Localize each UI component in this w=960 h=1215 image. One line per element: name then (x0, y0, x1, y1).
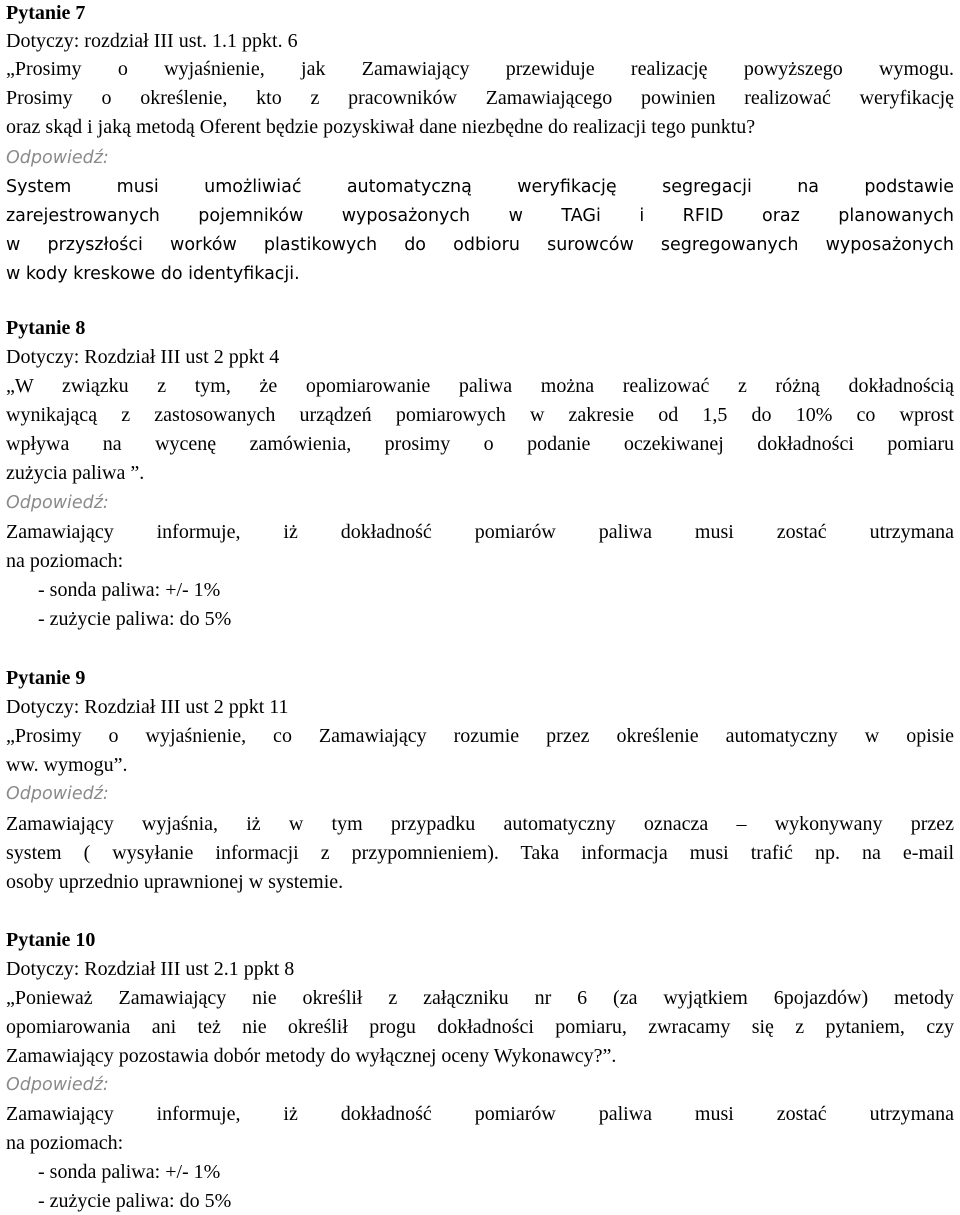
q7-question-line: „Prosimy o wyjaśnienie, jak Zamawiający przewiduje realizację powyższego wymogu. (6, 58, 954, 80)
q7-answer-line: w kody kreskowe do identyfikacji. (6, 264, 300, 284)
q9-title: Pytanie 9 (6, 667, 86, 689)
q9-answer-line: osoby uprzednio uprawnionej w systemie. (6, 871, 344, 893)
q7-answer-line: zarejestrowanych pojemników wyposażonych w TAGi i RFID oraz planowanych (6, 206, 954, 226)
q7-reference: Dotyczy: rozdział III ust. 1.1 ppkt. 6 (6, 30, 298, 52)
q8-question-line: wpływa na wycenę zamówienia, prosimy o podanie oczekiwanej dokładności pomiaru (6, 433, 954, 455)
q7-question-line: oraz skąd i jaką metodą Oferent będzie pozyskiwał dane niezbędne do realizacji tego punktu? (6, 116, 756, 138)
q9-question-line: „Prosimy o wyjaśnienie, co Zamawiający rozumie przez określenie automatyczny w opisie (6, 725, 954, 747)
q10-question-line: „Ponieważ Zamawiający nie określił z załączniku nr 6 (za wyjątkiem 6pojazdów) metody (6, 987, 954, 1009)
q9-reference: Dotyczy: Rozdział III ust 2 ppkt 11 (6, 696, 289, 718)
q10-title: Pytanie 10 (6, 929, 96, 951)
q8-title: Pytanie 8 (6, 317, 86, 339)
q8-question-line: wynikającą z zastosowanych urządzeń pomiarowych w zakresie od 1,5 do 10% co wprost (6, 404, 954, 426)
q7-answer-label: Odpowiedź: (6, 148, 109, 168)
q9-answer-label: Odpowiedź: (6, 784, 109, 804)
q7-question-line: Prosimy o określenie, kto z pracowników Zamawiającego powinien realizować weryfikację (6, 87, 954, 109)
q10-question-line: Zamawiający pozostawia dobór metody do wyłącznej oceny Wykonawcy?”. (6, 1045, 617, 1067)
q10-reference: Dotyczy: Rozdział III ust 2.1 ppkt 8 (6, 958, 295, 980)
q8-answer-line: na poziomach: (6, 550, 124, 572)
q9-question-line: ww. wymogu”. (6, 754, 128, 776)
q10-bullet-item: - zużycie paliwa: do 5% (38, 1190, 232, 1212)
q8-bullet-item: - sonda paliwa: +/- 1% (38, 579, 221, 601)
q7-title: Pytanie 7 (6, 2, 86, 24)
q8-question-line: zużycia paliwa ”. (6, 462, 145, 484)
q9-answer-line: Zamawiający wyjaśnia, iż w tym przypadku automatyczny oznacza – wykonywany przez (6, 813, 954, 835)
q10-question-line: opomiarowania ani też nie określił progu dokładności pomiaru, zwracamy się z pytaniem, czy (6, 1016, 954, 1038)
q8-answer-line: Zamawiający informuje, iż dokładność pomiarów paliwa musi zostać utrzymana (6, 521, 954, 543)
q8-reference: Dotyczy: Rozdział III ust 2 ppkt 4 (6, 346, 280, 368)
q10-bullet-item: - sonda paliwa: +/- 1% (38, 1161, 221, 1183)
q7-answer-line: w przyszłości worków plastikowych do odbioru surowców segregowanych wyposażonych (6, 235, 954, 255)
q7-answer-line: System musi umożliwiać automatyczną weryfikację segregacji na podstawie (6, 177, 954, 197)
q8-question-line: „W związku z tym, że opomiarowanie paliwa można realizować z różną dokładnością (6, 375, 954, 397)
q8-bullet-item: - zużycie paliwa: do 5% (38, 608, 232, 630)
q10-answer-label: Odpowiedź: (6, 1075, 109, 1095)
q10-answer-line: Zamawiający informuje, iż dokładność pomiarów paliwa musi zostać utrzymana (6, 1103, 954, 1125)
q8-answer-label: Odpowiedź: (6, 493, 109, 513)
q10-answer-line: na poziomach: (6, 1132, 124, 1154)
q9-answer-line: system ( wysyłanie informacji z przypomnieniem). Taka informacja musi trafić np. na e-mail (6, 842, 954, 864)
